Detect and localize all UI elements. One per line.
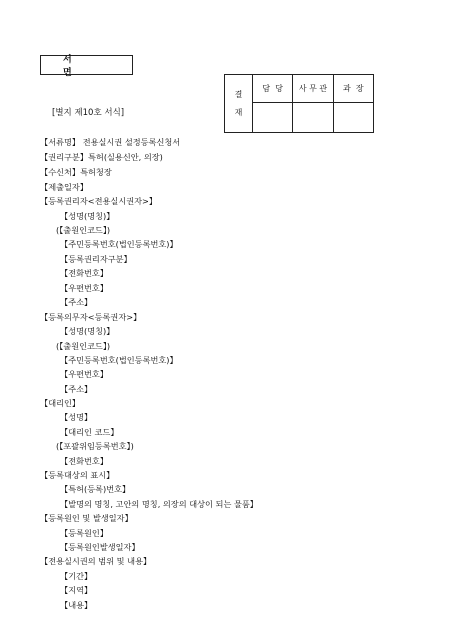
- form-line: 【등록의무자<등록권자>】: [40, 312, 142, 322]
- form-line: 【수신처】특허청장: [40, 167, 112, 177]
- form-line: 【등록권리자<전용실시권자>】: [40, 196, 158, 206]
- form-line: 【등록원인발생일자】: [60, 542, 140, 552]
- form-line: 【대리인 코드】: [60, 427, 119, 437]
- form-line: 【제출일자】: [40, 182, 89, 192]
- form-line: (【포괄위임등록번호】): [56, 441, 134, 451]
- form-line: 【기간】: [60, 571, 93, 581]
- form-line: 【대리인】: [40, 398, 81, 408]
- form-line: 【주소】: [60, 384, 93, 394]
- form-line: 【등록권리자구분】: [60, 254, 132, 264]
- form-line: 【주소】: [60, 297, 93, 307]
- approval-label: 담 당: [253, 75, 292, 103]
- document-title: 서 면: [40, 55, 133, 75]
- approval-table: [224, 74, 374, 133]
- form-line: 【성명(명칭)】: [60, 326, 115, 336]
- form-line: 【특허(등록)번호】: [60, 484, 131, 494]
- approval-label: 과 장: [334, 75, 373, 103]
- form-number: [별지 제10호 서식]: [52, 108, 125, 118]
- form-line: 【전화번호】: [60, 456, 109, 466]
- approval-column-director: [334, 75, 373, 132]
- form-line: 【성명(명칭)】: [60, 211, 115, 221]
- form-line: (【출원인코드】): [56, 341, 111, 351]
- form-line: 【권리구분】특허(실용신안, 의장): [40, 152, 163, 162]
- approval-header-bottom: 재: [234, 107, 243, 117]
- form-line: 【등록대상의 표시】: [40, 470, 115, 480]
- form-line: (【출원인코드】): [56, 225, 111, 235]
- form-line: 【서류명】 전용실시권 설정등록신청서: [40, 137, 181, 147]
- form-line: 【등록원인】: [60, 528, 109, 538]
- form-line: 【성명】: [60, 412, 93, 422]
- approval-header: [225, 75, 253, 132]
- form-line: 【발명의 명칭, 고안의 명칭, 의장의 대상이 되는 물품】: [60, 499, 258, 509]
- form-line: 【전용실시권의 범위 및 내용】: [40, 556, 152, 566]
- approval-header-top: 결: [234, 89, 243, 99]
- signature-cell[interactable]: [334, 103, 373, 132]
- form-line: 【주민등록번호(법인등록번호)】: [60, 355, 178, 365]
- approval-column-officer: [293, 75, 333, 132]
- signature-cell[interactable]: [293, 103, 332, 132]
- approval-column-staff: [253, 75, 293, 132]
- form-line: 【우편번호】: [60, 369, 109, 379]
- form-line: 【등록원인 및 발생일자】: [40, 513, 133, 523]
- form-line: 【내용】: [60, 600, 93, 610]
- form-line: 【전화번호】: [60, 268, 109, 278]
- form-line: 【주민등록번호(법인등록번호)】: [60, 239, 178, 249]
- form-line: 【지역】: [60, 585, 93, 595]
- approval-label: 사 무 관: [293, 75, 332, 103]
- signature-cell[interactable]: [253, 103, 292, 132]
- form-line: 【우편번호】: [60, 283, 109, 293]
